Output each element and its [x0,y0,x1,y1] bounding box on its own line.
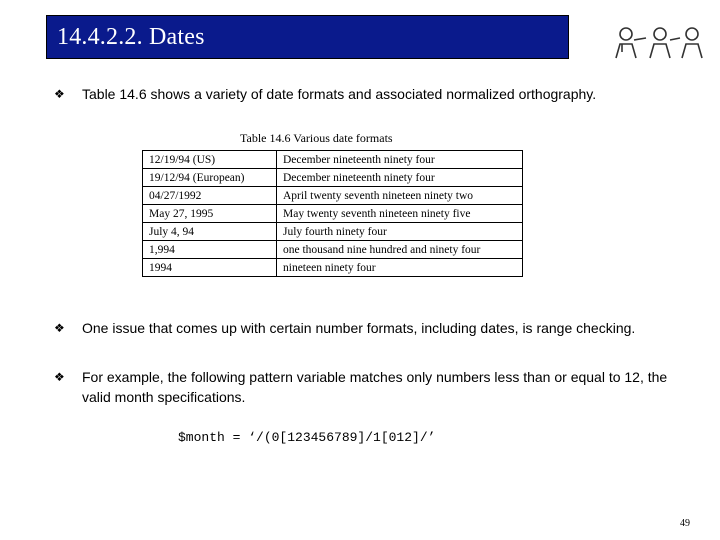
table-cell: 1,994 [143,241,277,259]
diamond-bullet-icon: ❖ [54,370,65,384]
date-table-image [138,148,530,281]
diamond-bullet-icon: ❖ [54,321,65,335]
code-snippet: $month = ‘/(0[123456789]/1[012]/’ [178,430,436,445]
table-cell: 04/27/1992 [143,187,277,205]
table-cell: May 27, 1995 [143,205,277,223]
slide-title: 14.4.2.2. Dates [57,23,205,50]
table-row [143,259,523,277]
table-row [143,169,523,187]
table-cell: July 4, 94 [143,223,277,241]
bullet-2-text: One issue that comes up with certain number formats, including dates, is range checking. [82,320,636,336]
table-cell: July fourth ninety four [277,223,523,241]
table-cell: nineteen ninety four [277,259,523,277]
table-row [143,205,523,223]
diamond-bullet-icon: ❖ [54,87,65,101]
table-cell: May twenty seventh nineteen ninety five [277,205,523,223]
table-cell: one thousand nine hundred and ninety four [277,241,523,259]
title-bar [46,15,569,59]
bullet-3-text: For example, the following pattern variable matches only numbers less than or equal to 12, the valid month specifications. [82,369,668,405]
table-row [143,223,523,241]
table-cell: 19/12/94 (European) [143,169,277,187]
table-caption: Table 14.6 Various date formats [240,131,393,145]
table-row [143,151,523,169]
table-row [143,187,523,205]
table-cell: 12/19/94 (US) [143,151,277,169]
figures-clipart-icon [612,22,708,60]
table-cell: April twenty seventh nineteen ninety two [277,187,523,205]
bullet-1-text: Table 14.6 shows a variety of date formats and associated normalized orthography. [82,86,597,102]
table-cell: December nineteenth ninety four [277,151,523,169]
table-cell: December nineteenth ninety four [277,169,523,187]
table-cell: 1994 [143,259,277,277]
page-number: 49 [680,518,690,529]
date-formats-table [142,150,523,277]
table-row [143,241,523,259]
